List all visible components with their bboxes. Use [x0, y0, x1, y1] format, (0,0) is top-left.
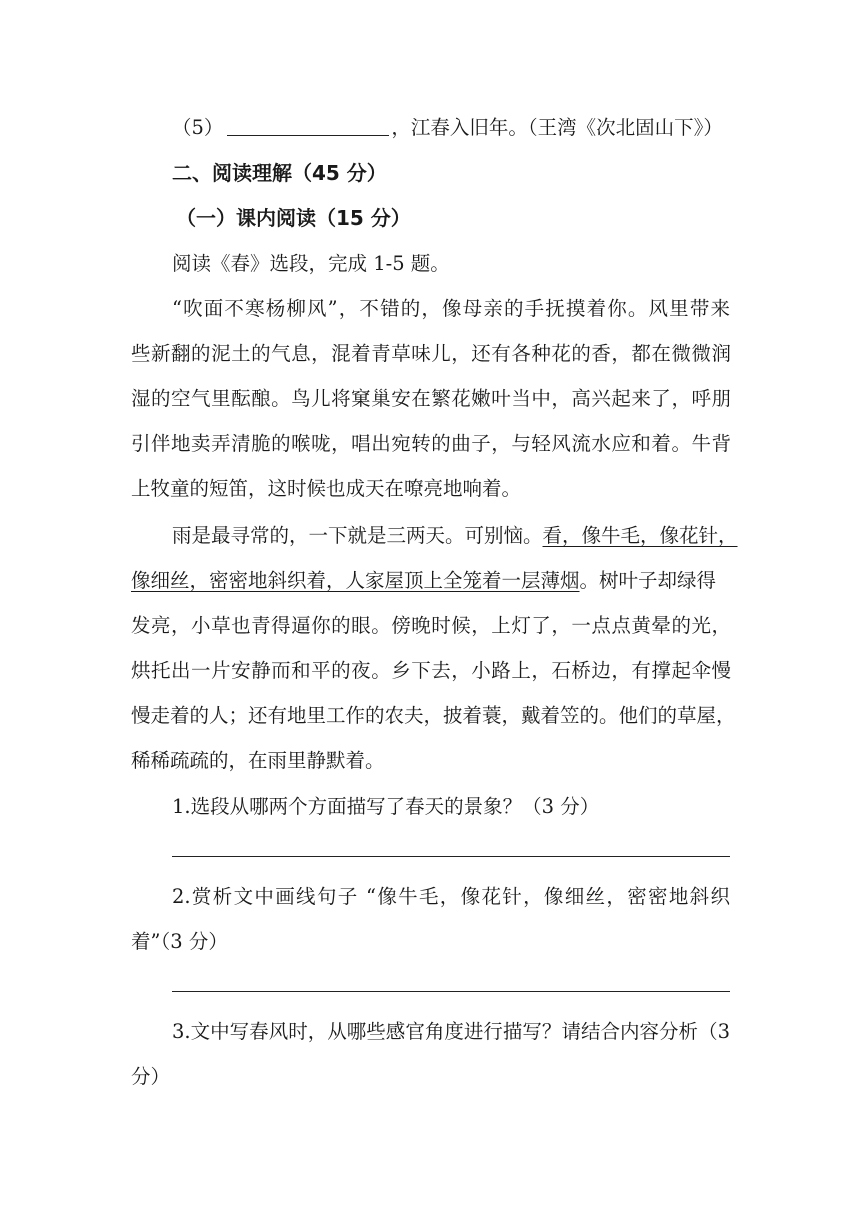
passage-line: 稀稀疏疏的，在雨里静默着。: [131, 749, 385, 772]
passage-line: 慢走着的人；还有地里工作的农夫，披着蓑，戴着笠的。他们的草屋，: [131, 704, 736, 727]
section-2-title: 二、阅读理解（45 分）: [172, 161, 387, 185]
fill-in-number: （5）: [172, 116, 224, 139]
passage-line: 引伴地卖弄清脆的喉咙，唱出宛转的曲子，与轻风流水应和着。牛背: [131, 432, 731, 455]
passage-line: 发亮，小草也青得逼你的眼。傍晚时候，上灯了，一点点黄晕的光，: [131, 614, 731, 637]
fill-in-suffix: ，江春入旧年。（王湾《次北固山下》）: [391, 116, 723, 139]
reading-instruction: 阅读《春》选段，完成 1-5 题。: [172, 252, 450, 275]
passage-text: 。树叶子却绿得: [579, 569, 717, 592]
subsection-1-title: （一）课内阅读（15 分）: [176, 206, 411, 230]
passage-line: “吹面不寒杨柳风”，不错的，像母亲的手抚摸着你。风里带来: [172, 297, 730, 320]
passage-line: 烘托出一片安静而和平的夜。乡下去，小路上，石桥边，有撑起伞慢: [131, 659, 731, 682]
passage-line: [131, 568, 731, 594]
underlined-sentence: 看，像牛毛，像花针，: [542, 524, 738, 547]
answer-line-q2[interactable]: [172, 991, 730, 992]
passage-text: 雨是最寻常的，一下就是三两天。可别恼。: [172, 524, 543, 547]
fill-in-question-5: [172, 115, 772, 141]
passage-line: 上牧童的短笛，这时候也成天在嘹亮地响着。: [131, 477, 522, 500]
question-2-line-1: 2.赏析文中画线句子 “像牛毛，像花针，像细丝，密密地斜织: [172, 885, 730, 908]
question-3-line-2: 分）: [131, 1065, 171, 1088]
underlined-sentence: 像细丝，密密地斜织着，人家屋顶上全笼着一层薄烟: [131, 569, 580, 592]
passage-line: 些新翻的泥土的气息，混着青草味儿，还有各种花的香，都在微微润: [131, 342, 731, 365]
answer-line-q1[interactable]: [172, 856, 730, 857]
fill-in-blank[interactable]: [227, 115, 389, 136]
question-2-line-2: 着”（3 分）: [131, 930, 228, 953]
passage-line: 湿的空气里酝酿。鸟儿将窠巢安在繁花嫩叶当中，高兴起来了，呼朋: [131, 387, 731, 410]
passage-line: [172, 523, 738, 549]
question-1: 1.选段从哪两个方面描写了春天的景象？（3 分）: [172, 795, 600, 818]
question-3-line-1: 3.文中写春风时，从哪些感官角度进行描写？请结合内容分析（3: [172, 1020, 730, 1043]
